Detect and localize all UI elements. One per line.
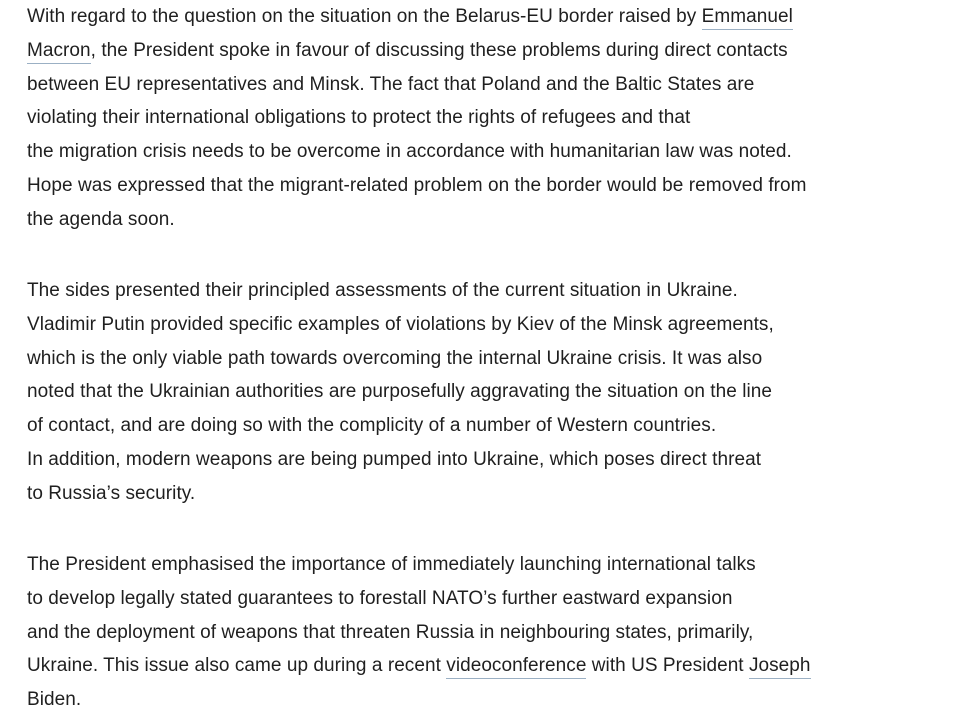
text-line: [27, 477, 927, 511]
text-segment: The President emphasised the importance of immediately launching international talks: [27, 554, 756, 575]
text-line: [27, 649, 927, 683]
text-line: [27, 135, 927, 169]
text-segment: Vladimir Putin provided specific examples of violations by Kiev of the Minsk agreements,: [27, 313, 774, 335]
text-line: [27, 342, 927, 376]
text-line: [27, 375, 927, 409]
link-macron[interactable]: Macron: [27, 40, 91, 64]
text-segment: which is the only viable path towards overcoming the internal Ukraine crisis. It was also: [27, 347, 763, 369]
text-segment: , the President spoke in favour of discussing these problems during direct contacts: [90, 39, 788, 61]
paragraph-belarus-eu-border: [27, 0, 927, 237]
text-segment: Hope was expressed that the migrant-related problem on the border would be removed from: [27, 174, 807, 196]
text-segment: the migration crisis needs to be overcome in accordance with humanitarian law was noted.: [27, 141, 792, 163]
text-line: [27, 169, 927, 203]
text-segment: with US President: [586, 655, 749, 677]
text-segment: Ukraine. This issue also came up during a recent: [27, 655, 447, 677]
link-emmanuel[interactable]: Emmanuel: [702, 6, 793, 30]
paragraph-ukraine-situation: [27, 274, 927, 511]
text-segment: Biden.: [27, 689, 82, 711]
text-segment: and the deployment of weapons that threaten Russia in neighbouring states, primarily,: [27, 621, 754, 643]
text-line: [27, 203, 927, 237]
text-line: [27, 68, 927, 102]
text-line: [27, 101, 927, 135]
text-segment: to develop legally stated guarantees to forestall NATO’s further eastward expansion: [27, 587, 733, 609]
text-segment: The sides presented their principled assessments of the current situation in Ukraine.: [27, 280, 738, 301]
text-segment: of contact, and are doing so with the complicity of a number of Western countries.: [27, 415, 717, 437]
text-line: [27, 409, 927, 443]
text-segment: noted that the Ukrainian authorities are purposefully aggravating the situation on the line: [27, 381, 772, 403]
text-line: [27, 308, 927, 342]
text-line: [27, 34, 927, 68]
text-line: [27, 548, 927, 582]
text-line: [27, 582, 927, 616]
text-segment: With regard to the question on the situation on the Belarus-EU border raised by: [27, 6, 702, 27]
text-segment: the agenda soon.: [27, 208, 175, 230]
paragraph-security-guarantees: [27, 548, 927, 717]
text-line: [27, 616, 927, 650]
text-line: [27, 0, 927, 34]
text-segment: to Russia’s security.: [27, 482, 196, 504]
text-line: [27, 443, 927, 477]
text-segment: violating their international obligations to protect the rights of refugees and that: [27, 107, 691, 129]
link-joseph[interactable]: Joseph: [749, 655, 811, 679]
text-segment: In addition, modern weapons are being pumped into Ukraine, which poses direct threat: [27, 448, 762, 470]
link-videoconference[interactable]: videoconference: [446, 655, 586, 679]
text-line: [27, 683, 927, 717]
text-segment: between EU representatives and Minsk. The fact that Poland and the Baltic States are: [27, 73, 755, 95]
text-line: [27, 274, 927, 308]
